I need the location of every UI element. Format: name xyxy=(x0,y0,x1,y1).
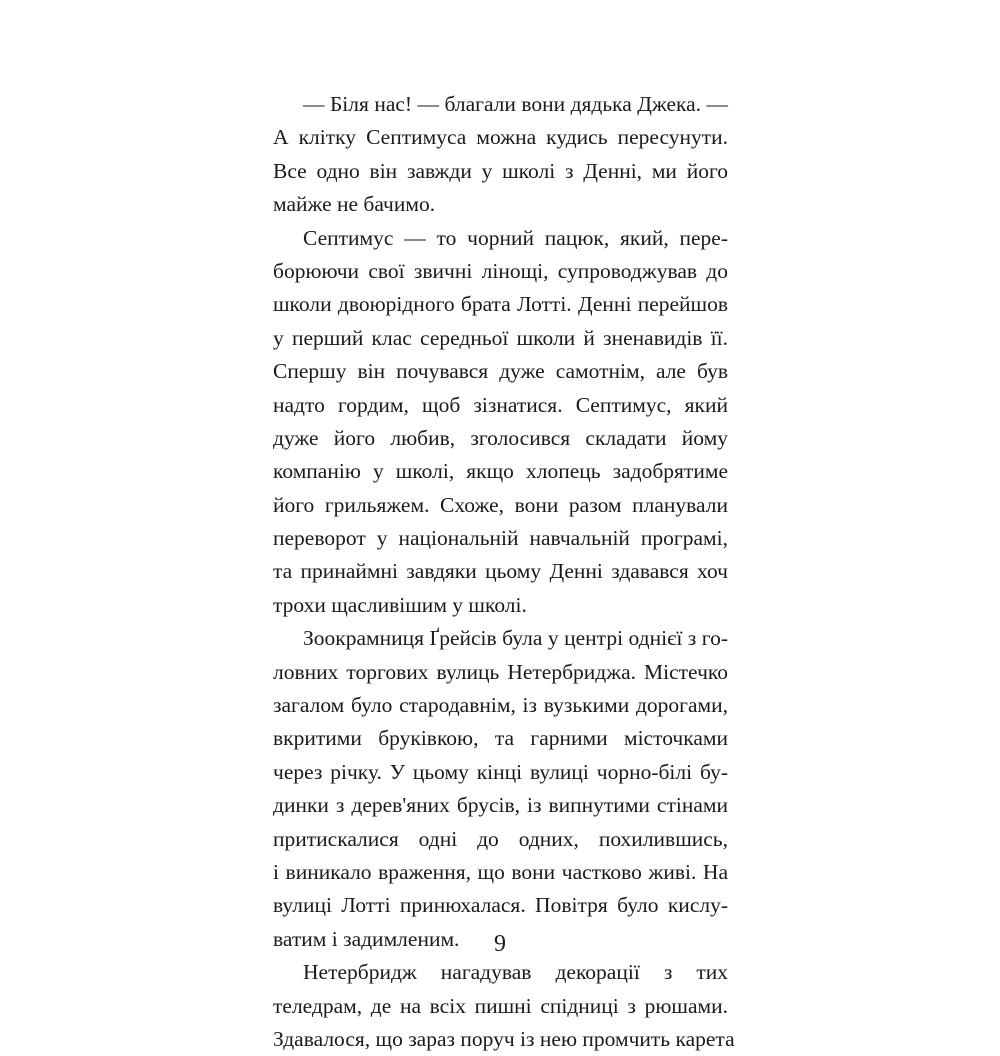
text-line: надто гордим, щоб зізнатися. Септимус, який xyxy=(273,392,728,417)
paragraph-3 xyxy=(273,622,728,956)
text-line: борюючи свої звичні лінощі, супроводжував до xyxy=(273,258,728,283)
text-line: майже не бачимо. xyxy=(273,192,436,217)
text-line: Септимус — то чорний пацюк, який, пере- xyxy=(303,225,728,250)
text-line: школи двоюрідного брата Лотті. Денні перейшов xyxy=(273,292,728,317)
text-line: притискалися одні до одних, похилившись, xyxy=(273,826,728,851)
text-line: дуже його любив, зголосився складати йому xyxy=(273,425,728,450)
text-line: загалом було стародавнім, із вузькими дорогами, xyxy=(273,693,728,718)
text-line: та принаймні завдяки цьому Денні здавався хоч xyxy=(273,559,728,584)
text-line: теледрам, де на всіх пишні спідниці з рюшами. xyxy=(273,993,728,1018)
text-line: Все одно він завжди у школі з Денні, ми його xyxy=(273,158,728,183)
text-line: Зоокрамниця Ґрейсів була у центрі однієї з го- xyxy=(303,626,728,651)
text-line: динки з дерев'яних брусів, із випнутими стінами xyxy=(273,793,728,818)
text-line: Здавалося, що зараз поруч із нею промчить карета xyxy=(273,1026,735,1051)
text-line: ловних торгових вулиць Нетербриджа. Містечко xyxy=(273,659,728,684)
text-line: Спершу він почувався дуже самотнім, але був xyxy=(273,359,728,384)
text-line: Нетербридж нагадував декорації з тих xyxy=(303,960,728,985)
text-line: вулиці Лотті принюхалася. Повітря було кислу- xyxy=(273,893,728,918)
text-line: компанію у школі, якщо хлопець задобрятиме xyxy=(273,459,728,484)
text-line: через річку. У цьому кінці вулиці чорно-білі бу- xyxy=(273,759,728,784)
text-line: А клітку Септимуса можна кудись пересунути. xyxy=(273,125,728,150)
text-line: вкритими бруківкою, та гарними місточками xyxy=(273,726,728,751)
text-line: трохи щасливішим у школі. xyxy=(273,592,527,617)
paragraph-2 xyxy=(273,222,728,623)
paragraph-4 xyxy=(273,956,735,1056)
text-line: у перший клас середньої школи й зненавидів її. xyxy=(273,325,728,350)
text-line: ватим і задимленим. xyxy=(273,926,460,951)
text-line: переворот у національній навчальній програмі, xyxy=(273,526,728,551)
paragraph-1 xyxy=(273,88,728,222)
text-line: і виникало враження, що вони частково живі. На xyxy=(273,859,728,884)
text-line: його грильяжем. Схоже, вони разом планували xyxy=(273,492,728,517)
body-text xyxy=(273,88,735,1056)
page-number: 9 xyxy=(494,931,506,957)
text-line: — Біля нас! — благали вони дядька Джека. — xyxy=(303,92,728,116)
